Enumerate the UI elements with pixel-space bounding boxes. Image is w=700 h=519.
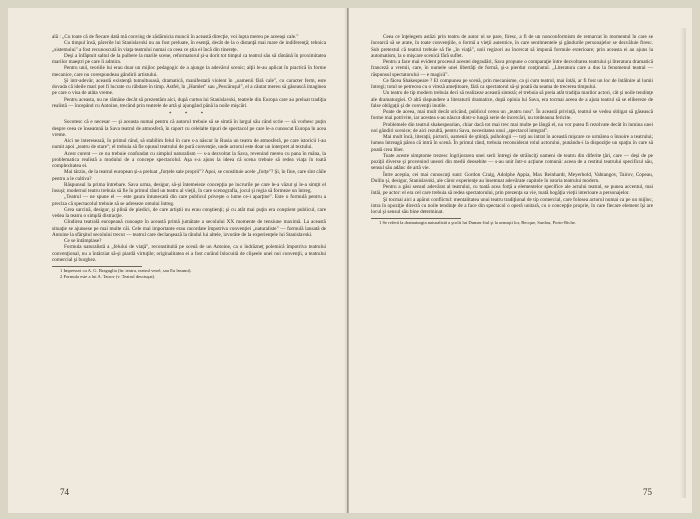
- paragraph: Pentru aceasta, nu ne rămâne decât să prezentăm aici, după curtea lui Stanislavski, teatrele din Europa care au preluat tradiţia realistă — începând cu Antoine, trecând prin teatrele de artă şi ajungând până la noile mişcări.: [52, 96, 326, 109]
- paragraph: Mai târziu, de la teatrul european și-a preluat „forțele sale proprii"? Apoi, se constituie acele „forţe"? Şi, în fine, care sînt căile pentru a le cultiva?: [52, 169, 326, 182]
- paragraph: Răspunsul la prima întrebare. Sava urma, desigur, să-şi întemeieze concepţia pe lucrurile pe care le-a văzut şi le-a simţit el însuşi; modernul teatru trebuia să fie în primul rând un teatru al vieţii, în care scenografia, jocul şi regia să formeze un întreg.: [52, 181, 326, 194]
- page-edge-shadow: [680, 28, 686, 498]
- paragraph: Un teatru de tip modern trebuia deci să realizeze această sinteză; el trebuia să preia atât tradiţia marilor actori, cât şi noile tendinţe ale dramaturgiei. O altă răspundere a literaturii dramatice, după opinia lui Sava, era tocmai aceea de a ajuta teatrul să se elibereze de false obligaţii şi de convenţii inutile.: [371, 90, 653, 109]
- paragraph: Mai mult încă, literaţii, pictorii, oamenii de ştiinţă, psihologii — toţi au intrat în această mişcare ce urmărea o înnoire a teatrului; lumea întreagă părea că intră în scenă. În primul rând, trebuia reconsiderat rolul actorului, punându-i la dispoziţie un spaţiu în care să poată crea liber.: [371, 134, 653, 153]
- page-number: 75: [643, 487, 652, 497]
- paragraph: Socotesc că e necesar — şi aceasta numai pentru că autorul trebuie să se simtă în largul său când scrie — să vorbesc puţin despre ceea ce înseamnă la Sava teatrul de atmosferă, în raport cu celelalte tipuri de spectacol pe care le-a cunoscut Europa în acea vreme.: [52, 119, 326, 138]
- footnotes: [52, 266, 192, 279]
- paragraph: „Teatrul — ne spune el — este gaura întunecată din care publicul priveşte o lume ce-i aparţine". Este o formulă pentru a preciza că spectacolul trebuie să se adreseze omului întreg.: [52, 194, 326, 207]
- paragraph: Ce făcea Shakespeare ? El compunea pe scenă, prin mecanisme, ca şi cum teatrul, mai întâi, ar fi fost un loc de întâlnire al lumii întregi; totul se petrecea cu o viteză ameţitoare, fără ca spectatorul să-şi poată da seama de trecerea timpului.: [371, 77, 653, 90]
- paragraph: Acest curent — ce nu trebuie confundat cu simplul naturalism — s-a dezvoltat la Sava, revenind mereu cu pana în mâna, la problematica realistă a modului de a concepe spectacolul. Aşa s-a ajuns la ideea că scena trebuie să redea viaţa în toată complexitatea ei.: [52, 150, 326, 169]
- paragraph: Deşi a înfăptuit saltul de la pulbere la marile scene, reformatorul şi-a dorit tot timpul ca teatrul său să rămână în proximitatea marilor maeştri pe care îi admira.: [52, 52, 326, 65]
- section-separator: * * *: [168, 111, 210, 117]
- paragraph: Cu timpul însă, părerile lui Stanislavski nu au fost preluate, în esenţă, decât de la o distanţă mai mare de indiferenţă; tehnica „sistemului" a fost recunoscută în viaţa teatrului numai ca ceea ce ştia el încă din tinereţe.: [52, 40, 326, 53]
- paragraph: Poate de aceea, mai mult decât oricând, publicul cerea un „teatru nou". În această privinţă, teatrul se vedea obligat să găsească forme mai potrivite, iar acestea s-au născut dintr-o lungă serie de încercări, nu totdeauna fericite.: [371, 109, 653, 122]
- page-number: 74: [60, 487, 69, 497]
- paragraph: Ce se întâmplase?: [64, 238, 102, 244]
- paragraph: Gîndirea teatrală europeană cunoaşte în această primă jumătate a secolului XX momente de tensiune maximă. La această situaţie se ajunsese pe mai multe căi. Cele mai importante erau racordate împotriva convenţiei „naturaliste" — formulă lansată de Antoine la sfârşitul secolului trecut — teatrul care declanşează la rândul lui altele, izvorâte de la experienţele lui Stanislavski.: [52, 219, 326, 238]
- paragraph: ală : „Cu toate că de fiecare dată mă conving de zădărnicia muncii în această direcţie, voi lupta mereu pe aceeaşi cale.": [52, 34, 299, 40]
- paragraph: Pentru a face mai evident procesul acestei degradări, Sava propune o comparaţie între dezvoltarea teatrului şi literatura dramatică franceză a vremii, care, în numele unei libertăţi de formă, şi-a pierdut conţinutul. „Literatura care a dus la fenomenul teatral — răspunsul spectatorului — e magică".: [371, 59, 653, 78]
- footnote: 1 Impresuri cu A. G. Bragaglia (în: teatru, teatrul vesel, sau Eu însumi).: [60, 268, 192, 273]
- paragraph: Aici ne interesează, în primul rând, să stabilim felul în care s-a născut în Rusia un teatru de atmosferă, pe care istoricii l-au numit apoi „teatru de stare"; el trebuia să fie opusul teatrului de pură convenţie, unde actorul este doar un interpret al textului.: [52, 138, 326, 151]
- paragraph: Şi intr-adevăr, această existenţă tumultuoasă, dramatică, manifestată violent în „oamenii fără cale", cu caracter ferm, este dovada că ideile mari pot fi lucrate cu răbdare în timp. Astfel, în „Hamlet" sau „Pescăruşul", el a căutat mereu să găsească imaginea pe care o visa de atâta vreme.: [52, 77, 326, 97]
- paragraph: Pentru a găsi sensul adevărat al teatrului, cu toată acea forţă a elementelor specifice ale actului teatral, se punea accentul, mai întâi, pe actor: el era cel care trebuia să redea spectatorului, prin prezenţa sa vie, toată bogăţia vieţii interioare a personajelor.: [371, 184, 653, 197]
- paragraph: Formula naturalistă a „felului de viaţă", reconstituită pe scenă de un Antoine, ca o îndrăzneţ polemică împotriva teatrului convenţional, nu a întârziat să-şi piardă virtuţile; originalitatea ei a fost curând înlocuită de clişeele unei noi convenţii, a teatrului comercial şi burghez.: [52, 244, 326, 263]
- paragraph: Pentru unii, teoriile lui erau doar un mijloc pedagogic de a ajunge la adevărul scenic; alţii le-au aplicat în practică în forme mecanice, care nu corespundeau gândirii artistului.: [52, 65, 326, 78]
- left-text-column: [52, 34, 326, 279]
- left-page: [8, 8, 348, 513]
- footnotes: [371, 218, 576, 226]
- paragraph: Ceea ce înţelegem astăzi prin teatru de autor ni se pare, firesc, a fi de un nonconformism de remarcat în momentul în care se încearcă să se arate, în toate convenţiile, o formă a vieţii autentice, în care sentimentele şi gândurile personajelor se dezvăluie firesc. Sub pretextul că teatrul trebuie să fie „în viaţă", unii regizori au încercat să impună formule exterioare; prin aceasta ei au ajuns la automatism, la o mişcare scenică fără suflet.: [371, 34, 653, 59]
- footnote: 2 Formula este a lui A. Tairov (v. Teatrul desctuşat).: [60, 273, 156, 279]
- right-text-column: [371, 34, 653, 226]
- paragraph: Şi tocmai aici a apărut conflictul: mentalitatea unui teatru tradiţional de tip comercial, care folosea actorul numai ca pe un mijloc, intra în opoziţie directă cu noile tendinţe de a face din spectacol o operă unitară, cu o concepţie proprie, în care fiecare element îşi are locul şi sensul său bine determinat.: [371, 196, 653, 215]
- paragraph: Între aceştia, cei mai cunoscuţi sunt: Gordon Craig, Adolphe Appia, Max Reinhardt, Meyerhold, Vahtangov, Tairov, Copeau, Dullin şi, desigur, Stanislavski, ale căror experienţe au însemnat adevărate capitole în istoria teatrului modern.: [371, 171, 653, 184]
- footnote: 1 Se referă la dramaturgia naturalistă a şcolii lui Dumas-fiul şi la urmaşii lor, Becque, Sardou, Porto-Riche.: [379, 220, 576, 226]
- paragraph: Toate aceste simptome trezesc îngrijorarea unei serii întregi de străluciţi oameni de teatru din diferite ţări, care — deşi de pe poziţii diverse şi provenind uneori din medii deosebite — s-au unit într-o acţiune comună: aceea de a restitui teatrului specificul său, sensul său adânc de artă vie.: [371, 152, 653, 172]
- paragraph: Problemele din teatrul shakespearian, chiar dacă tot mai trec mai multe pe lângă el, nu vor putea fi rezolvate decât în lumina unei noi gândiri scenice; de aici rezultă, pentru Sava, necesitatea unui „spectacol integral".: [371, 121, 653, 134]
- right-page: [349, 8, 692, 513]
- paragraph: Grea sarcină, desigur, şi plină de piedici, de care artiştii nu erau conştienţi; şi cu atât mai puţin era conştient publicul, care vedea la teatru o simplă distracţie.: [52, 206, 326, 219]
